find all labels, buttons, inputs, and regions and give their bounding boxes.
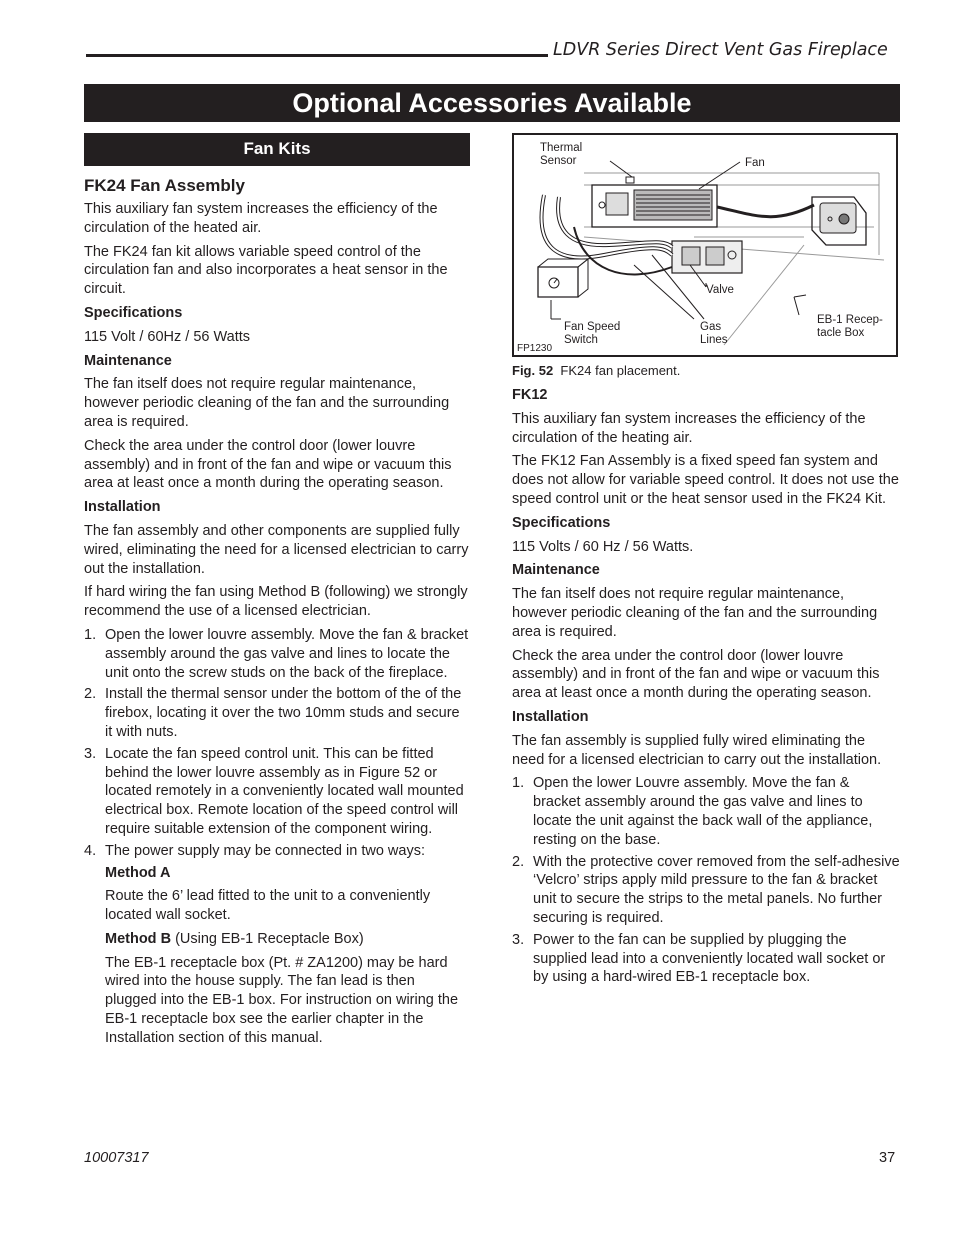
fan-placement-figure bbox=[512, 133, 898, 357]
fk12-maint-heading: Maintenance bbox=[512, 562, 600, 579]
list-item: 2. Install the thermal sensor under the bottom of the of the firebox, locating it over the two 10mm studs and secure it with nuts. bbox=[84, 686, 462, 740]
fk24-steps bbox=[84, 626, 470, 861]
list-item: 3. Locate the fan speed control unit. This can be fitted behind the lower louvre assembly as in Figure 52 or located remotely in a conveniently located wall mounted electrical box. Remote location of the speed control will require suitable extension of the component wiring. bbox=[84, 745, 464, 837]
page-banner: Optional Accessories Available bbox=[84, 84, 900, 122]
right-column bbox=[512, 133, 900, 990]
caption-text: FK24 fan placement. bbox=[560, 363, 681, 378]
section-bar-fan-kits: Fan Kits bbox=[84, 133, 470, 166]
fk24-spec-heading: Specifications bbox=[84, 304, 183, 321]
fk24-maint-2: Check the area under the control door (lower louvre assembly) and in front of the fan and wipe or vacuum this area at least once a month during the operating season. bbox=[84, 437, 452, 492]
label-fan-speed-switch: Fan Speed Switch bbox=[564, 321, 621, 346]
header-rule bbox=[86, 54, 548, 57]
fk12-maint-2: Check the area under the control door (lower louvre assembly) and in front of the fan and wipe or vacuum this area at least once a month during the operating season. bbox=[512, 647, 880, 702]
list-item: 1. Open the lower louvre assembly. Move the fan & bracket assembly around the gas valve and lines to locate the unit onto the screw studs on the back of the fireplace. bbox=[84, 626, 469, 681]
fk24-install-1: The fan assembly and other components are supplied fully wired, eliminating the need for a licensed electrician to carry out the installation. bbox=[84, 522, 469, 577]
fk12-install-heading: Installation bbox=[512, 708, 589, 725]
fk24-heading: FK24 Fan Assembly bbox=[84, 176, 245, 195]
fk24-install-2: If hard wiring the fan using Method B (following) we strongly recommend the use of a licensed electrician. bbox=[84, 584, 468, 620]
label-valve: Valve bbox=[706, 284, 734, 296]
method-b-heading-line bbox=[105, 930, 470, 949]
fk24-install-heading: Installation bbox=[84, 499, 161, 516]
fk12-intro-1: This auxiliary fan system increases the efficiency of the circulation of the heating air. bbox=[512, 410, 866, 446]
method-a-text: Route the 6’ lead fitted to the unit to a conveniently located wall socket. bbox=[105, 888, 431, 924]
label-thermal-sensor: Thermal Sensor bbox=[540, 142, 583, 167]
label-gas-lines: Gas Lines bbox=[700, 321, 728, 346]
list-item: 3. Power to the fan can be supplied by plugging the supplied lead into a conveniently located wall socket or by using a hard-wired EB-1 receptacle box. bbox=[512, 931, 886, 986]
fk24-maint-1: The fan itself does not require regular maintenance, however periodic cleaning of the fan and the surrounding area is required. bbox=[84, 376, 450, 430]
label-eb1-box: EB-1 Recep- tacle Box bbox=[817, 314, 883, 339]
fk12-install-1: The fan assembly is supplied fully wired eliminating the need for a licensed electrician to carry out the installation. bbox=[512, 732, 882, 768]
method-b-heading: Method B bbox=[105, 930, 172, 947]
list-item: 4. The power supply may be connected in two ways: bbox=[84, 842, 425, 859]
fk24-intro-1: This auxiliary fan system increases the efficiency of the circulation of the heated air. bbox=[84, 201, 438, 236]
figure-code: FP1230 bbox=[517, 343, 553, 354]
fk24-intro-2: The FK24 fan kit allows variable speed control of the circulation fan and also incorporates a heat sensor in the circuit. bbox=[84, 243, 448, 298]
left-column bbox=[84, 133, 470, 1053]
series-title: LDVR Series Direct Vent Gas Fireplace bbox=[553, 40, 888, 60]
fk12-maint-1: The fan itself does not require regular maintenance, however periodic cleaning of the fan and the surrounding area is required. bbox=[512, 586, 878, 640]
fk12-steps bbox=[512, 774, 900, 987]
fk24-spec-text: 115 Volt / 60Hz / 56 Watts bbox=[84, 328, 251, 345]
document-number: 10007317 bbox=[84, 1150, 149, 1166]
method-a-heading: Method A bbox=[105, 864, 171, 881]
label-fan: Fan bbox=[745, 157, 765, 169]
caption-number: Fig. 52 bbox=[512, 363, 554, 378]
method-b-text: The EB-1 receptacle box (Pt. # ZA1200) may be hard wired into the house supply. The fan lead is then plugged into the EB-1 box. For instruction on wiring the EB-1 receptacle box see the earlier chapter in the Installation section of this manual. bbox=[105, 954, 459, 1046]
fk12-spec-heading: Specifications bbox=[512, 514, 611, 531]
fk12-spec-text: 115 Volts / 60 Hz / 56 Watts. bbox=[512, 538, 694, 555]
fk24-maint-heading: Maintenance bbox=[84, 352, 172, 369]
list-item: 1. Open the lower Louvre assembly. Move the fan & bracket assembly around the gas valve and lines to locate the unit against the back wall of the appliance, resting on the base. bbox=[512, 775, 873, 848]
method-b-suffix: (Using EB-1 Receptacle Box) bbox=[171, 930, 364, 947]
figure-caption bbox=[512, 363, 900, 379]
fk12-intro-2: The FK12 Fan Assembly is a fixed speed fan system and does not allow for variable speed control. It does not use the speed control unit or the heat sensor used in the FK24 Kit. bbox=[512, 453, 899, 507]
list-item: 2. With the protective cover removed from the self-adhesive ‘Velcro’ strips apply mild pressure to the fan & bracket unit to secure the strips to the metal panels. No further securing is required. bbox=[512, 853, 900, 926]
fk12-heading: FK12 bbox=[512, 387, 548, 403]
page-number: 37 bbox=[879, 1150, 896, 1166]
